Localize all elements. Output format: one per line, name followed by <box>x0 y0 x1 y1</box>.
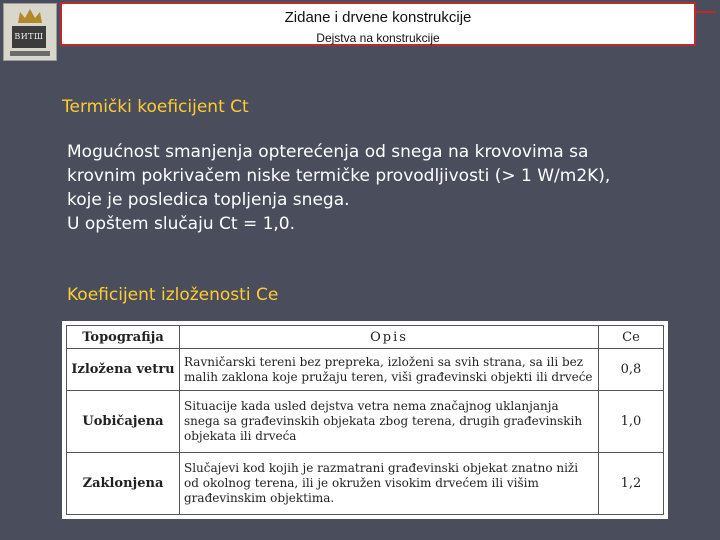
description-cell: Slučajevi kod kojih je razmatrani građevinski objekat znatno niži od okolnog terena, ili je okružen visokim drvećem ili višim građevinskim objektima. <box>180 453 599 515</box>
description-cell: Ravničarski tereni bez prepreka, izloženi sa svih strana, sa ili bez malih zaklona koje pružaju teren, viši građevinski objekti ili drveće <box>180 349 599 391</box>
thermal-coefficient-text <box>67 140 707 236</box>
exposure-table-container <box>62 321 668 519</box>
header-subtitle: Dejstva na konstrukcije <box>316 31 440 45</box>
table-row <box>67 453 664 515</box>
column-header-ce: Ce <box>599 326 664 349</box>
text-line: koje je posledica topljenja snega. <box>67 190 350 210</box>
topography-cell: Zaklonjena <box>67 453 180 515</box>
exposure-table <box>66 325 664 515</box>
crown-icon <box>16 8 44 24</box>
header-accent-line <box>696 11 716 13</box>
text-line: Mogućnost smanjenja opterećenja od snega na krovovima sa <box>67 142 589 162</box>
header-title: Zidane i drvene konstrukcije <box>284 9 472 26</box>
ce-value-cell: 1,0 <box>599 391 664 453</box>
table-row <box>67 349 664 391</box>
text-line: U opštem slučaju Ct = 1,0. <box>67 214 296 234</box>
ce-value-cell: 0,8 <box>599 349 664 391</box>
text-line: krovnim pokrivačem niske termičke provodljivosti (> 1 W/m2K), <box>67 166 611 186</box>
column-header-topography: Topografija <box>67 326 180 349</box>
logo-text: ВИТШ <box>12 26 46 48</box>
column-header-description: Opis <box>180 326 599 349</box>
school-logo <box>3 3 57 61</box>
logo-underline <box>10 51 50 56</box>
table-row <box>67 391 664 453</box>
thermal-coefficient-title: Termički koeficijent Ct <box>62 97 249 117</box>
exposure-coefficient-title: Koeficijent izloženosti Ce <box>67 285 279 305</box>
slide-header <box>60 2 696 46</box>
topography-cell: Izložena vetru <box>67 349 180 391</box>
table-header-row <box>67 326 664 349</box>
description-cell: Situacije kada usled dejstva vetra nema značajnog uklanjanja snega sa građevinskih objekata zbog terena, drugih građevinskih objekata ili drveća <box>180 391 599 453</box>
topography-cell: Uobičajena <box>67 391 180 453</box>
ce-value-cell: 1,2 <box>599 453 664 515</box>
